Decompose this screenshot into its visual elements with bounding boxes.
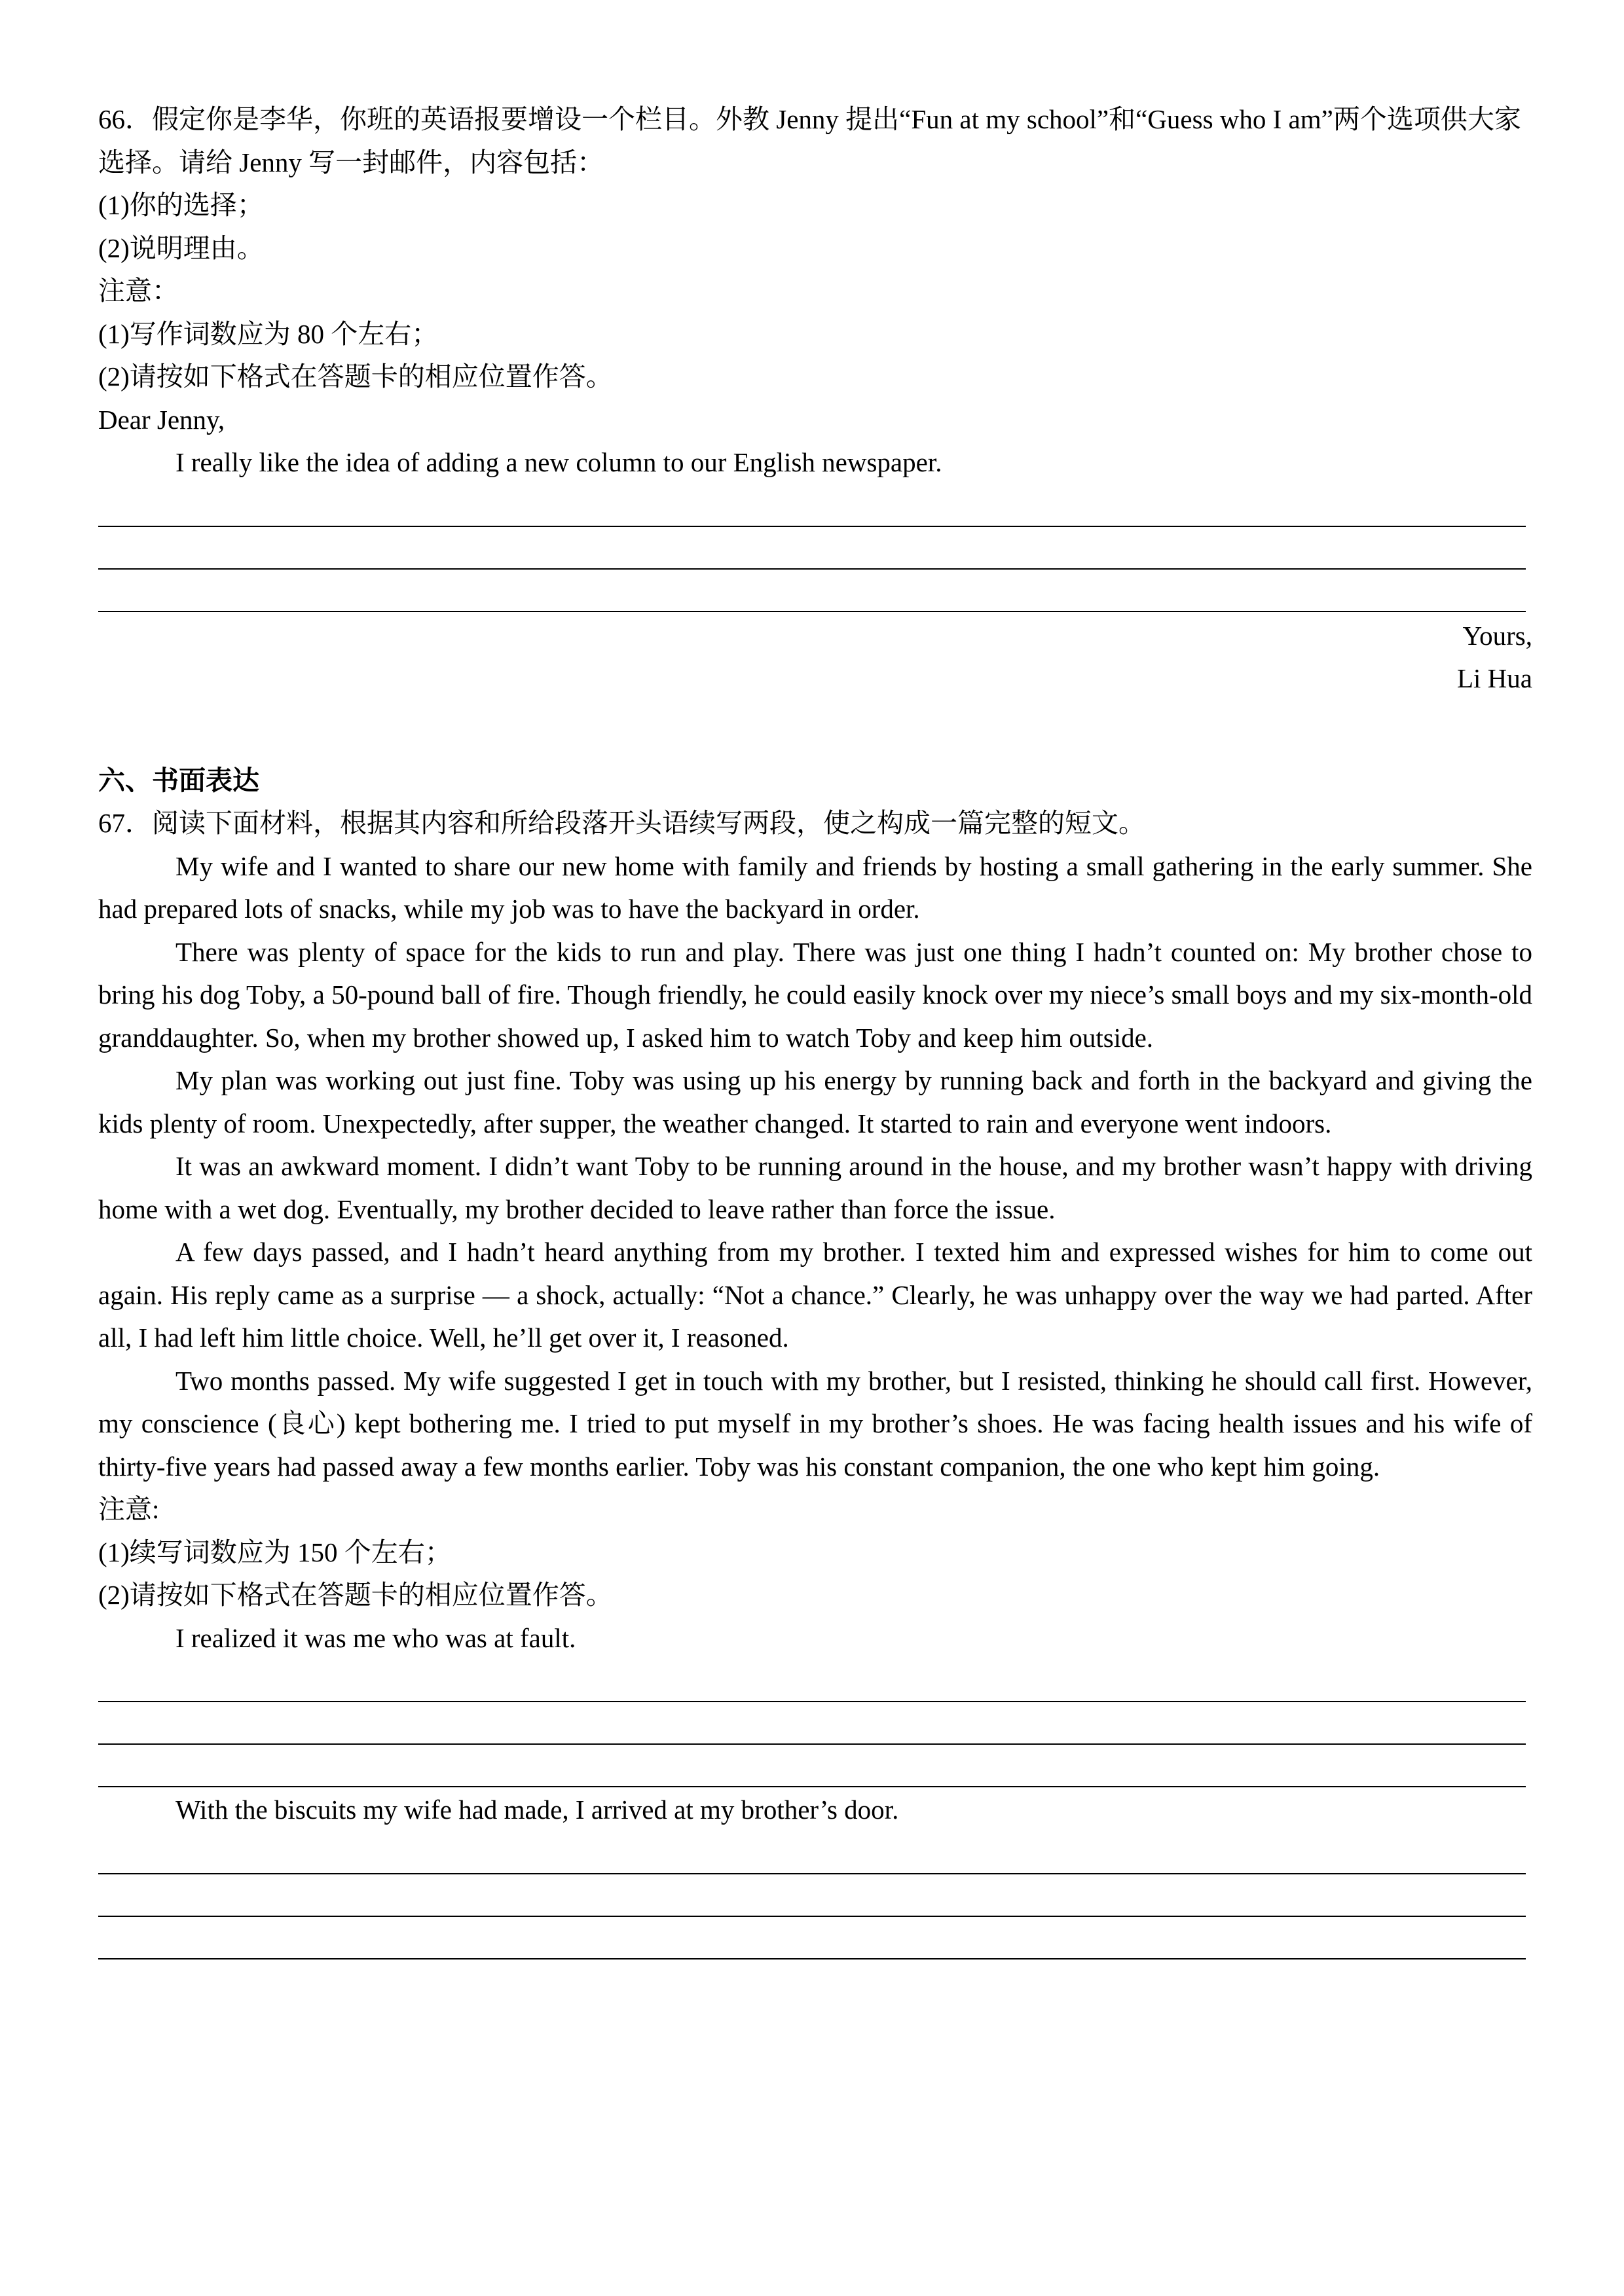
q66-note-1: (1)写作词数应为 80 个左右； <box>98 318 439 349</box>
q67-note-2: (2)请按如下格式在答题卡的相应位置作答。 <box>98 1580 613 1610</box>
story-paragraph: Two months passed. My wife suggested I get in touch with my brother, but I resisted, thinking he should call first. However, my conscience (良心) kept bothering me. I tried to put myself in my brother’s shoes. He was facing health issues and his wife of thirty-five years had passed away a few months earlier. Toby was his constant companion, the one who kept him going. <box>98 1365 1532 1482</box>
q66-note-2: (2)请按如下格式在答题卡的相应位置作答。 <box>98 361 613 392</box>
answer-line[interactable] <box>98 527 1526 570</box>
answer-line[interactable] <box>98 1660 1526 1702</box>
answer-line[interactable] <box>98 1702 1526 1745</box>
q66-note-label: 注意： <box>98 276 179 306</box>
paragraph-starter-1: I realized it was me who was at fault. <box>175 1622 576 1653</box>
q66-prompt-line-3: (2)说明理由。 <box>98 232 264 263</box>
answer-line[interactable] <box>98 1745 1526 1787</box>
q67-intro: 67．阅读下面材料，根据其内容和所给段落开头语续写两段，使之构成一篇完整的短文。 <box>98 808 1145 838</box>
letter-signature: Li Hua <box>1457 663 1532 693</box>
story-paragraph: There was plenty of space for the kids to run and play. There was just one thing I hadn’t counted on: My brother chose to bring his dog Toby, a 50-pound ball of fire. Though friendly, he could easily knock over my niece’s small boys and my six-month-old granddaughter. So, when my brother showed up, I asked him to watch Toby and keep him outside. <box>98 936 1532 1053</box>
letter-closing: Yours, <box>1462 620 1532 651</box>
answer-line[interactable] <box>98 570 1526 612</box>
story-paragraph: It was an awkward moment. I didn’t want Toby to be running around in the house, and my brother wasn’t happy with driving home with a wet dog. Eventually, my brother decided to leave rather than force the issue. <box>98 1151 1532 1224</box>
answer-line[interactable] <box>98 484 1526 527</box>
story-paragraph: My plan was working out just fine. Toby was using up his energy by running back and forth in the backyard and giving the kids plenty of room. Unexpectedly, after supper, the weather changed. It started to rain and everyone went indoors. <box>98 1065 1532 1139</box>
answer-line[interactable] <box>98 1832 1526 1874</box>
exam-page <box>98 98 1532 1959</box>
letter-opening: I really like the idea of adding a new column to our English newspaper. <box>175 447 942 477</box>
q66-prompt-line-2: (1)你的选择； <box>98 190 264 220</box>
answer-line[interactable] <box>98 1917 1526 1959</box>
q67-note-label: 注意: <box>98 1494 160 1524</box>
answer-line[interactable] <box>98 1874 1526 1917</box>
letter-greeting: Dear Jenny, <box>98 404 225 435</box>
paragraph-starter-2: With the biscuits my wife had made, I arrived at my brother’s door. <box>175 1795 899 1825</box>
story-paragraph: A few days passed, and I hadn’t heard anything from my brother. I texted him and expressed wishes for him to come out again. His reply came as a surprise — a shock, actually: “Not a chance.” Clearly, he was unhappy over the way we had parted. After all, I had left him little choice. Well, he’ll get over it, I reasoned. <box>98 1237 1532 1353</box>
story-paragraph: My wife and I wanted to share our new home with family and friends by hosting a small gathering in the early summer. She had prepared lots of snacks, while my job was to have the backyard in order. <box>98 850 1532 924</box>
q66-prompt-line-1: 66．假定你是李华，你班的英语报要增设一个栏目。外教 Jenny 提出“Fun at my school”和“Guess who I am”两个选项供大家选择。请给 Jenny 写一封邮件，内容包括： <box>98 104 1521 177</box>
q67-note-1: (1)续写词数应为 150 个左右； <box>98 1537 452 1567</box>
section-heading: 六、书面表达 <box>98 765 259 795</box>
